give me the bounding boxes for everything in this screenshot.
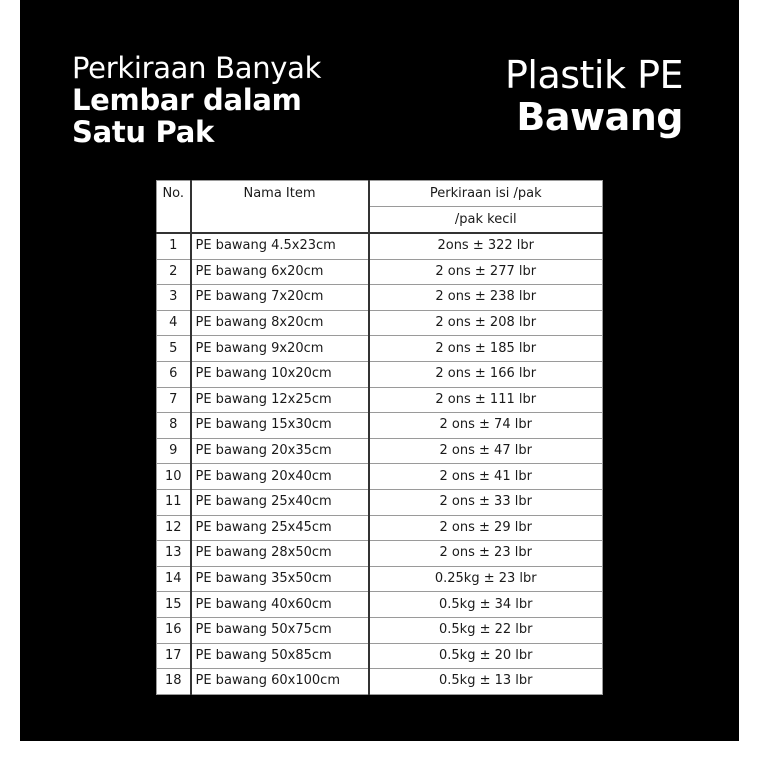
table-row — [157, 489, 603, 515]
row-no: 8 — [157, 413, 191, 439]
row-name: PE bawang 4.5x23cm — [191, 233, 369, 259]
table-row — [157, 592, 603, 618]
header-qty-line1: Perkiraan isi /pak — [369, 181, 603, 207]
row-name: PE bawang 7x20cm — [191, 285, 369, 311]
row-qty: 2 ons ± 47 lbr — [369, 438, 603, 464]
row-name: PE bawang 9x20cm — [191, 336, 369, 362]
row-qty: 2 ons ± 23 lbr — [369, 541, 603, 567]
row-no: 3 — [157, 285, 191, 311]
title-left-line1: Perkiraan Banyak — [72, 51, 322, 85]
table-row — [157, 233, 603, 259]
row-name: PE bawang 60x100cm — [191, 669, 369, 695]
table-body — [157, 233, 603, 694]
table-row — [157, 336, 603, 362]
row-no: 2 — [157, 259, 191, 285]
table-row — [157, 387, 603, 413]
row-no: 4 — [157, 310, 191, 336]
header-no-spacer — [157, 207, 191, 234]
row-qty: 2 ons ± 111 lbr — [369, 387, 603, 413]
table-row — [157, 285, 603, 311]
row-name: PE bawang 50x75cm — [191, 617, 369, 643]
row-qty: 2 ons ± 208 lbr — [369, 310, 603, 336]
row-no: 16 — [157, 617, 191, 643]
row-qty: 2 ons ± 41 lbr — [369, 464, 603, 490]
row-name: PE bawang 8x20cm — [191, 310, 369, 336]
row-no: 15 — [157, 592, 191, 618]
table-row — [157, 464, 603, 490]
row-name: PE bawang 40x60cm — [191, 592, 369, 618]
title-left-line3: Satu Pak — [72, 115, 214, 149]
title-right-line2: Bawang — [516, 95, 683, 139]
row-qty: 0.5kg ± 20 lbr — [369, 643, 603, 669]
row-qty: 0.25kg ± 23 lbr — [369, 566, 603, 592]
row-qty: 2 ons ± 185 lbr — [369, 336, 603, 362]
table-row — [157, 361, 603, 387]
title-right — [505, 54, 683, 138]
table-row — [157, 643, 603, 669]
row-qty: 2 ons ± 238 lbr — [369, 285, 603, 311]
row-qty: 2 ons ± 166 lbr — [369, 361, 603, 387]
row-qty: 0.5kg ± 13 lbr — [369, 669, 603, 695]
header-no: No. — [157, 181, 191, 207]
table-header-row-2 — [157, 207, 603, 234]
table-row — [157, 541, 603, 567]
table-row — [157, 310, 603, 336]
row-qty: 0.5kg ± 34 lbr — [369, 592, 603, 618]
row-name: PE bawang 12x25cm — [191, 387, 369, 413]
table-row — [157, 438, 603, 464]
row-no: 13 — [157, 541, 191, 567]
title-left — [72, 52, 321, 148]
table-row — [157, 566, 603, 592]
table — [156, 180, 603, 695]
row-no: 18 — [157, 669, 191, 695]
row-name: PE bawang 50x85cm — [191, 643, 369, 669]
row-qty: 0.5kg ± 22 lbr — [369, 617, 603, 643]
row-qty: 2 ons ± 29 lbr — [369, 515, 603, 541]
header-name: Nama Item — [191, 181, 369, 207]
row-name: PE bawang 25x40cm — [191, 489, 369, 515]
table-row — [157, 515, 603, 541]
row-qty: 2 ons ± 74 lbr — [369, 413, 603, 439]
row-no: 1 — [157, 233, 191, 259]
row-name: PE bawang 6x20cm — [191, 259, 369, 285]
row-no: 17 — [157, 643, 191, 669]
row-no: 10 — [157, 464, 191, 490]
row-no: 14 — [157, 566, 191, 592]
row-name: PE bawang 35x50cm — [191, 566, 369, 592]
size-table — [156, 180, 602, 695]
row-no: 11 — [157, 489, 191, 515]
row-name: PE bawang 28x50cm — [191, 541, 369, 567]
row-qty: 2ons ± 322 lbr — [369, 233, 603, 259]
table-header-row — [157, 181, 603, 207]
row-qty: 2 ons ± 33 lbr — [369, 489, 603, 515]
title-right-line1: Plastik PE — [504, 53, 683, 97]
title-left-line2: Lembar dalam — [72, 83, 302, 117]
header-name-spacer — [191, 207, 369, 234]
header-qty-line2: /pak kecil — [369, 207, 603, 234]
table-row — [157, 669, 603, 695]
row-name: PE bawang 20x35cm — [191, 438, 369, 464]
row-name: PE bawang 20x40cm — [191, 464, 369, 490]
row-no: 9 — [157, 438, 191, 464]
row-qty: 2 ons ± 277 lbr — [369, 259, 603, 285]
row-name: PE bawang 25x45cm — [191, 515, 369, 541]
table-row — [157, 259, 603, 285]
row-name: PE bawang 15x30cm — [191, 413, 369, 439]
row-no: 5 — [157, 336, 191, 362]
table-row — [157, 617, 603, 643]
table-row — [157, 413, 603, 439]
row-no: 12 — [157, 515, 191, 541]
row-no: 6 — [157, 361, 191, 387]
row-no: 7 — [157, 387, 191, 413]
row-name: PE bawang 10x20cm — [191, 361, 369, 387]
